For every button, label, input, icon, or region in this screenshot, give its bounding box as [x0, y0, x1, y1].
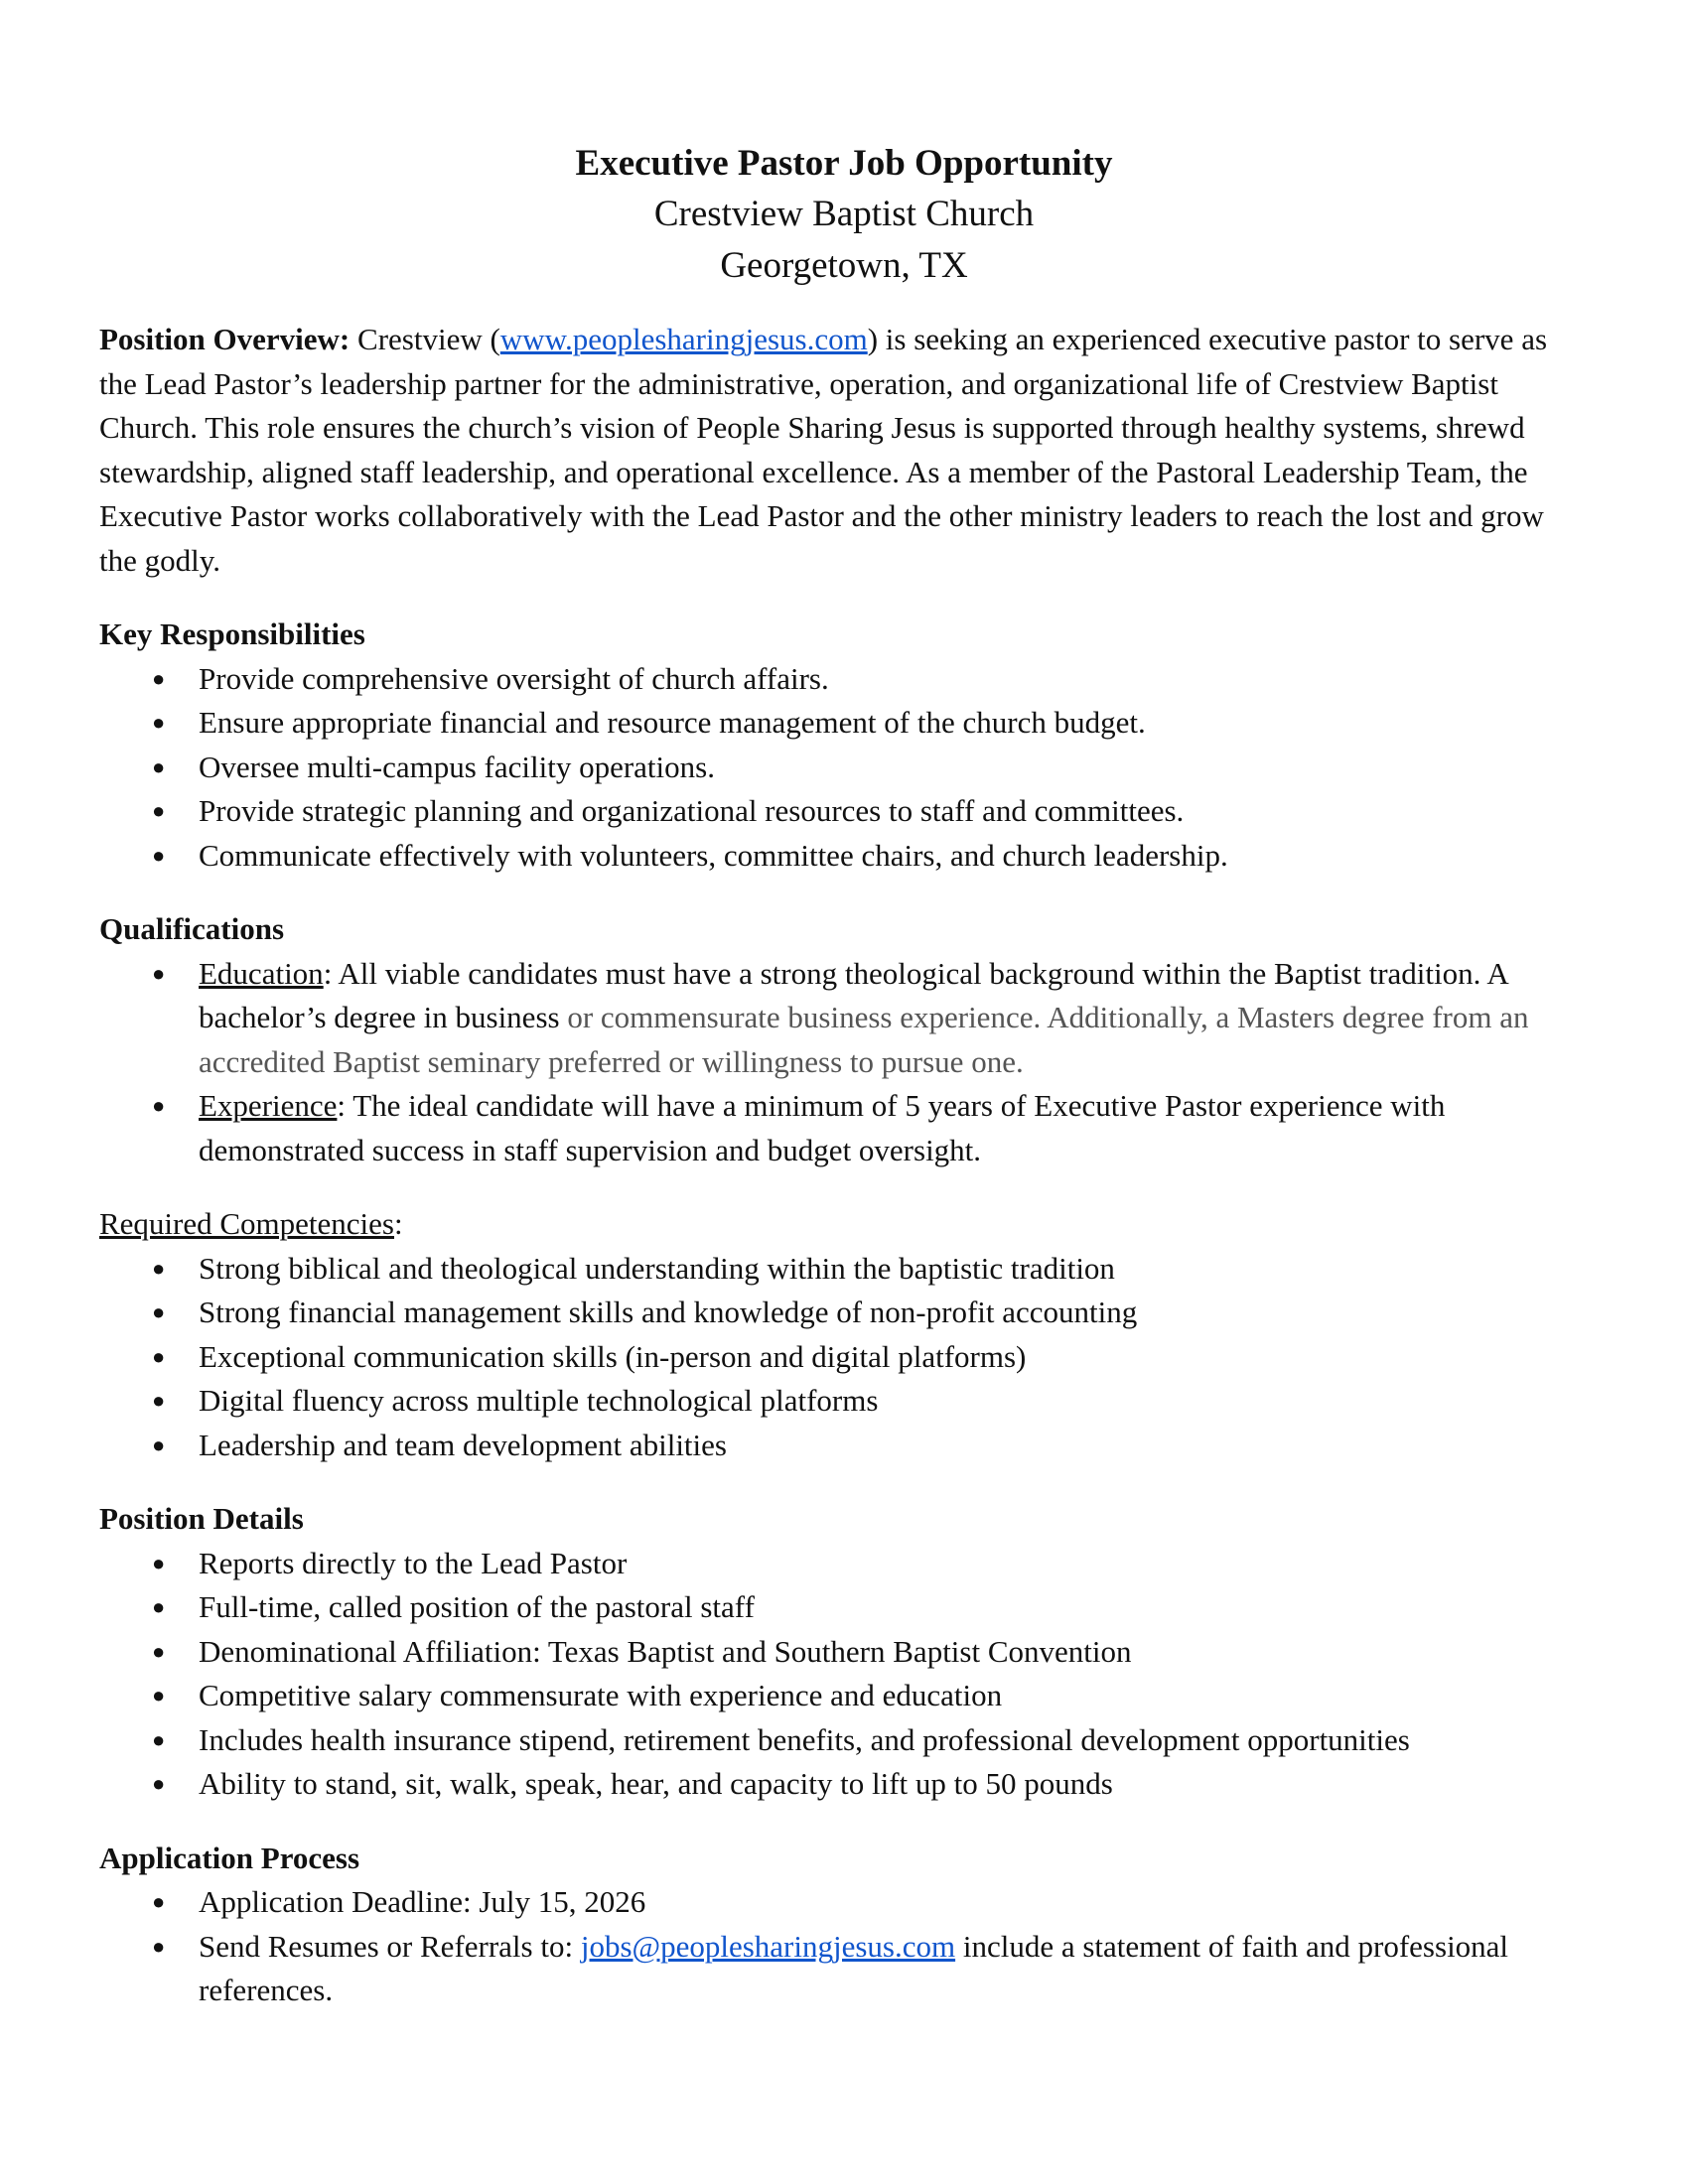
list-item-text: Ensure appropriate financial and resource management of the church budget. [199, 705, 1146, 740]
list-item [99, 1674, 1589, 1718]
list-item-text: Reports directly to the Lead Pastor [199, 1545, 628, 1580]
bullet-icon: ● [152, 1432, 166, 1457]
list-item [99, 657, 1589, 702]
list-item-send [99, 1925, 1589, 2013]
list-item [99, 746, 1589, 790]
email-link[interactable]: jobs@peoplesharingjesus.com [580, 1928, 956, 1964]
position-details-section [99, 1497, 1589, 1807]
list-item [99, 1585, 1589, 1630]
section-title-competencies [99, 1202, 1589, 1247]
bullet-icon: ● [152, 842, 166, 868]
list-item [99, 701, 1589, 746]
list-item [99, 1424, 1589, 1468]
send-text: Send Resumes or Referrals to: [199, 1928, 581, 1964]
list-item [99, 1247, 1589, 1292]
bullet-icon: ● [152, 1726, 166, 1752]
list-item-experience [99, 1084, 1589, 1172]
bullet-icon: ● [152, 1388, 166, 1413]
overview-text-2: ) is seeking an experienced executive pastor to serve as the Lead Pastor’s leadership partner for the administrative, operation, and organizational life of Crestview Baptist Church. This role ensures the church’s vision of People Sharing Jesus is supported through healthy systems, shrewd stewardship, aligned staff leadership, and operational excellence. As a member of the Pastoral Leadership Team, the Executive Pastor works collaboratively with the Lead Pastor and the other ministry leaders to reach the lost and grow the godly. [99, 322, 1548, 578]
bullet-icon: ● [152, 960, 166, 986]
list-item [99, 1718, 1589, 1763]
bullet-icon: ● [152, 1683, 166, 1707]
experience-text: : The ideal candidate will have a minimum of 5 years of Executive Pastor experience with demonstrated success in staff supervision and budget oversight. [199, 1088, 1446, 1167]
qualifications-section [99, 907, 1589, 1172]
list-item-text: Strong financial management skills and knowledge of non-profit accounting [199, 1295, 1138, 1329]
list-item [99, 1379, 1589, 1424]
details-list [99, 1542, 1589, 1807]
bullet-icon: ● [152, 753, 166, 779]
list-item-text: Exceptional communication skills (in-person and digital platforms) [199, 1338, 1027, 1374]
bullet-icon: ● [152, 1933, 166, 1959]
section-title-details: Position Details [99, 1501, 304, 1536]
education-text: : All viable candidates must have a strong theological background within the Baptist tradition. A bachelor’s degree in business [199, 955, 1508, 1034]
list-item-text: Competitive salary commensurate with experience and education [199, 1678, 1003, 1712]
overview-text-1: Crestview ( [350, 322, 500, 356]
list-item-text: Leadership and team development abilities [199, 1427, 727, 1462]
bullet-icon: ● [152, 798, 166, 823]
page-title: Executive Pastor Job Opportunity [575, 143, 1113, 184]
bullet-icon: ● [152, 710, 166, 735]
responsibilities-list [99, 657, 1589, 879]
list-item-text: Digital fluency across multiple technological platforms [199, 1383, 879, 1418]
bullet-icon: ● [152, 1255, 166, 1281]
list-item-text: Communicate effectively with volunteers, committee chairs, and church leadership. [199, 837, 1228, 873]
list-item-text: Oversee multi-campus facility operations. [199, 749, 715, 784]
deadline-text: Application Deadline: July 15, 2026 [199, 1884, 646, 1919]
section-title-application: Application Process [99, 1840, 360, 1875]
competencies-title-text: Required Competencies [99, 1206, 394, 1241]
send-after-text: include a statement of faith and professional references. [199, 1928, 1509, 2007]
bullet-icon: ● [152, 1343, 166, 1369]
qualifications-list [99, 952, 1589, 1173]
church-name: Crestview Baptist Church [653, 194, 1035, 234]
list-item-text: Full-time, called position of the pastoral staff [199, 1589, 755, 1624]
document-header [0, 139, 1688, 292]
experience-label: Experience [199, 1088, 338, 1123]
bullet-icon: ● [152, 1299, 166, 1324]
application-list [99, 1880, 1589, 2013]
bullet-icon: ● [152, 1594, 166, 1619]
section-title-responsibilities: Key Responsibilities [99, 616, 365, 651]
list-item-text: Provide comprehensive oversight of church affairs. [199, 660, 829, 696]
competencies-section [99, 1202, 1589, 1467]
education-label: Education [199, 955, 324, 991]
list-item-text: Includes health insurance stipend, retirement benefits, and professional development opportunities [199, 1721, 1410, 1757]
list-item-deadline [99, 1880, 1589, 1925]
website-link[interactable]: www.peoplesharingjesus.com [499, 322, 868, 356]
overview-label: Position Overview: [99, 322, 351, 356]
list-item-text: Denominational Affiliation: Texas Baptist and Southern Baptist Convention [199, 1633, 1132, 1669]
list-item [99, 1291, 1589, 1335]
competencies-title-suffix: : [394, 1206, 403, 1241]
list-item [99, 834, 1589, 879]
list-item [99, 1335, 1589, 1380]
section-title-qualifications: Qualifications [99, 911, 285, 946]
list-item-text: Strong biblical and theological understanding within the baptistic tradition [199, 1250, 1115, 1286]
competencies-list [99, 1247, 1589, 1468]
application-process-section [99, 1837, 1589, 2013]
document-page [99, 139, 1589, 2013]
list-item [99, 1542, 1589, 1586]
church-location: Georgetown, TX [720, 245, 968, 286]
list-item-text: Provide strategic planning and organizational resources to staff and committees. [199, 793, 1185, 828]
key-responsibilities-section [99, 613, 1589, 878]
list-item [99, 789, 1589, 834]
list-item [99, 1630, 1589, 1675]
bullet-icon: ● [152, 1638, 166, 1664]
bullet-icon: ● [152, 1093, 166, 1118]
bullet-icon: ● [152, 665, 166, 691]
education-text-gray: or commensurate business experience. Additionally, a Masters degree from an accredited Baptist seminary preferred or willingness to pursue one. [199, 1000, 1529, 1079]
list-item [99, 1762, 1589, 1807]
bullet-icon: ● [152, 1771, 166, 1796]
bullet-icon: ● [152, 1550, 166, 1575]
list-item-education [99, 952, 1589, 1085]
position-overview [99, 318, 1584, 583]
bullet-icon: ● [152, 1889, 166, 1914]
list-item-text: Ability to stand, sit, walk, speak, hear, and capacity to lift up to 50 pounds [199, 1766, 1113, 1801]
